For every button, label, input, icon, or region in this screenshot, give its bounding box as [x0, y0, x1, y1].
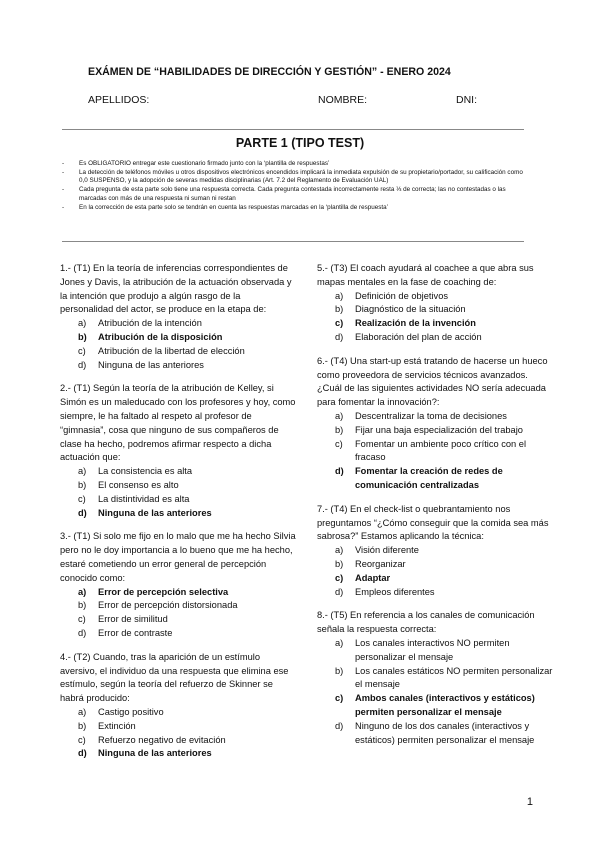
option-text: La consistencia es alta	[98, 466, 193, 477]
answer-option	[60, 706, 296, 720]
answer-option	[60, 345, 296, 359]
answer-option	[60, 627, 296, 641]
option-text: Ambos canales (interactivos y estáticos) permiten personalizar el mensaje	[355, 693, 535, 717]
option-letter: a)	[335, 637, 344, 648]
question	[60, 651, 296, 761]
option-text: Los canales interactivos NO permiten personalizar el mensaje	[355, 637, 510, 662]
option-letter: b)	[335, 424, 344, 435]
option-text: Atribución de la intención	[98, 318, 202, 329]
option-letter: b)	[335, 304, 344, 315]
question-text: 8.- (T5) En referencia a los canales de comunicación señala la respuesta correcta:	[317, 610, 535, 635]
question-text: 2.- (T1) Según la teoría de la atribución de Kelley, si Simón es un maleducado con los profesores y hoy, como siempre, le ha faltado al respeto al profesor de “gimnasia”, cosa que ninguno de sus compañeros de clase ha hecho, podremos afirmar respecto a dicha actuación que:	[60, 383, 296, 463]
option-letter: c)	[335, 572, 344, 583]
question	[317, 355, 553, 493]
option-letter: a)	[78, 466, 87, 477]
answer-option	[60, 747, 296, 761]
option-text: Extinción	[98, 720, 136, 731]
answer-option	[60, 613, 296, 627]
answer-option	[317, 558, 553, 572]
option-text: Ninguno de los dos canales (interactivos y estáticos) permiten personalizar el mensaje	[355, 720, 535, 745]
option-text: Diagnóstico de la situación	[355, 304, 466, 315]
answer-option	[317, 331, 553, 345]
answer-option	[317, 410, 553, 424]
page-number: 1	[526, 796, 533, 808]
answer-option	[60, 586, 296, 600]
answer-option	[317, 465, 553, 493]
option-letter: d)	[78, 507, 87, 518]
option-text: Error de contraste	[98, 627, 173, 638]
option-letter: a)	[78, 706, 87, 717]
answer-option	[60, 507, 296, 521]
option-letter: b)	[78, 479, 87, 490]
instruction-item: - Es OBLIGATORIO entregar este cuestionario firmado junto con la ‘plantilla de respuestas’	[62, 160, 330, 167]
option-text: Fomentar la creación de redes de comunicación centralizadas	[355, 466, 503, 490]
option-text: Atribución de la disposición	[98, 331, 223, 342]
answer-option	[317, 317, 553, 331]
option-letter: b)	[78, 600, 87, 611]
option-letter: c)	[78, 614, 86, 625]
option-letter: a)	[335, 290, 344, 301]
option-letter: d)	[78, 359, 87, 370]
option-text: Atribución de la libertad de elección	[98, 345, 245, 356]
question-text: 5.- (T3) El coach ayudará al coachee a que abra sus mapas mentales en la fase de coaching de:	[317, 263, 534, 287]
answer-option	[317, 290, 553, 304]
answer-option	[60, 359, 296, 373]
answer-option	[317, 665, 553, 693]
option-letter: a)	[78, 318, 87, 329]
option-letter: d)	[335, 466, 344, 477]
option-letter: a)	[335, 545, 344, 556]
answer-option	[60, 720, 296, 734]
option-text: Fijar una baja especialización del trabajo	[355, 424, 523, 435]
apellidos-label: APELLIDOS:	[88, 94, 150, 106]
answer-option	[60, 479, 296, 493]
option-text: Realización de la invención	[355, 318, 476, 329]
question	[60, 382, 296, 520]
option-letter: c)	[335, 318, 344, 329]
option-text: Definición de objetivos	[355, 290, 449, 301]
answer-option	[60, 599, 296, 613]
option-text: Refuerzo negativo de evitación	[98, 734, 226, 745]
option-text: Descentralizar la toma de decisiones	[355, 410, 507, 421]
instructions-list	[62, 160, 532, 212]
option-text: Ninguna de las anteriores	[98, 507, 212, 518]
option-letter: c)	[78, 734, 86, 745]
option-text: Ninguna de las anteriores	[98, 359, 204, 370]
divider-top	[62, 129, 524, 130]
dni-label: DNI:	[456, 94, 477, 106]
question	[60, 262, 296, 372]
option-letter: c)	[335, 693, 344, 704]
questions-left-column	[60, 262, 296, 771]
option-letter: b)	[335, 665, 344, 676]
option-letter: d)	[335, 586, 344, 597]
option-letter: b)	[78, 720, 87, 731]
option-text: Reorganizar	[355, 558, 406, 569]
option-letter: a)	[78, 586, 87, 597]
option-letter: a)	[335, 410, 344, 421]
part-title: PARTE 1 (TIPO TEST)	[235, 136, 365, 150]
option-text: El consenso es alto	[98, 479, 179, 490]
option-letter: d)	[335, 331, 344, 342]
question	[317, 262, 553, 345]
question	[317, 503, 553, 600]
instruction-item: - Cada pregunta de esta parte solo tiene una respuesta correcta. Cada pregunta contestada incorrectamente resta ⅓ de correcta; las no contestadas o las marcadas con más de una respuesta ni suman ni restan	[62, 186, 506, 202]
exam-title: EXÁMEN DE “HABILIDADES DE DIRECCIÓN Y GESTIÓN” - ENERO 2024	[88, 66, 451, 78]
option-text: Error de percepción selectiva	[98, 586, 229, 597]
answer-option	[60, 465, 296, 479]
question	[317, 609, 553, 747]
option-text: Error de similitud	[98, 614, 168, 625]
option-text: Los canales estáticos NO permiten personalizar el mensaje	[355, 665, 553, 690]
option-text: Empleos diferentes	[355, 586, 435, 597]
option-text: Elaboración del plan de acción	[355, 331, 482, 342]
question-text: 3.- (T1) Si solo me fijo en lo malo que me ha hecho Silvia pero no le doy importancia a lo bueno que me ha hecho, estaré cometiendo un error general de percepción conocido como:	[60, 531, 296, 583]
option-text: Adaptar	[355, 572, 391, 583]
answer-option	[317, 637, 553, 665]
question-text: 6.- (T4) Una start-up está tratando de hacerse un hueco como proveedora de servicios técnicos avanzados. ¿Cuál de las siguientes actividades NO sería adecuada para fomentar la innovación?:	[317, 355, 548, 408]
answer-option	[317, 572, 553, 586]
option-letter: c)	[78, 493, 86, 504]
answer-option	[60, 317, 296, 331]
answer-option	[317, 544, 553, 558]
option-letter: d)	[78, 627, 87, 638]
instruction-item: - En la corrección de esta parte solo se tendrán en cuenta las respuestas marcadas en la ‘plantilla de respuesta’	[62, 203, 389, 211]
nombre-label: NOMBRE:	[318, 94, 368, 106]
question-text: 4.- (T2) Cuando, tras la aparición de un estímulo aversivo, el individuo da una respuesta que elimina ese estímulo, según la teoría del refuerzo de Skinner se habrá producido:	[60, 651, 289, 704]
option-text: Ninguna de las anteriores	[98, 748, 212, 759]
answer-option	[317, 303, 553, 317]
option-text: Visión diferente	[355, 545, 419, 556]
questions-right-column	[317, 262, 553, 757]
answer-option	[317, 438, 553, 466]
question-text: 7.- (T4) En el check-list o quebrantamiento nos preguntamos “¿Cómo conseguir que la comida sea más sabrosa?” Estamos aplicando la técnica:	[317, 503, 549, 542]
divider-instructions	[62, 241, 524, 242]
option-text: Castigo positivo	[98, 706, 164, 717]
answer-option	[317, 692, 553, 720]
answer-option	[317, 424, 553, 438]
option-text: Error de percepción distorsionada	[98, 600, 238, 611]
option-text: La distintividad es alta	[98, 493, 190, 504]
question-text: 1.- (T1) En la teoría de inferencias correspondientes de Jones y Davis, la atribución de la actuación observada y la intención que produjo a algún rasgo de la personalidad del actor, se produce en la etapa de:	[60, 263, 292, 315]
option-letter: c)	[78, 345, 86, 356]
option-text: Fomentar un ambiente poco crítico con el fracaso	[355, 438, 527, 463]
answer-option	[60, 331, 296, 345]
answer-option	[60, 493, 296, 507]
option-letter: d)	[335, 720, 344, 731]
question	[60, 530, 296, 640]
option-letter: c)	[335, 438, 343, 449]
answer-option	[60, 734, 296, 748]
option-letter: b)	[335, 558, 344, 569]
answer-option	[317, 586, 553, 600]
option-letter: d)	[78, 748, 87, 759]
option-letter: b)	[78, 331, 87, 342]
answer-option	[317, 720, 553, 748]
instruction-item: - La detección de teléfonos móviles u otros dispositivos electrónicos encendidos implicará la inmediata expulsión de su propietario/portador, su calificación como 0,0 SUSPENSO, y la adopción de severas medidas disciplinarias (Art. 7.2 del Reglamento de Evaluación UAL)	[62, 168, 523, 185]
